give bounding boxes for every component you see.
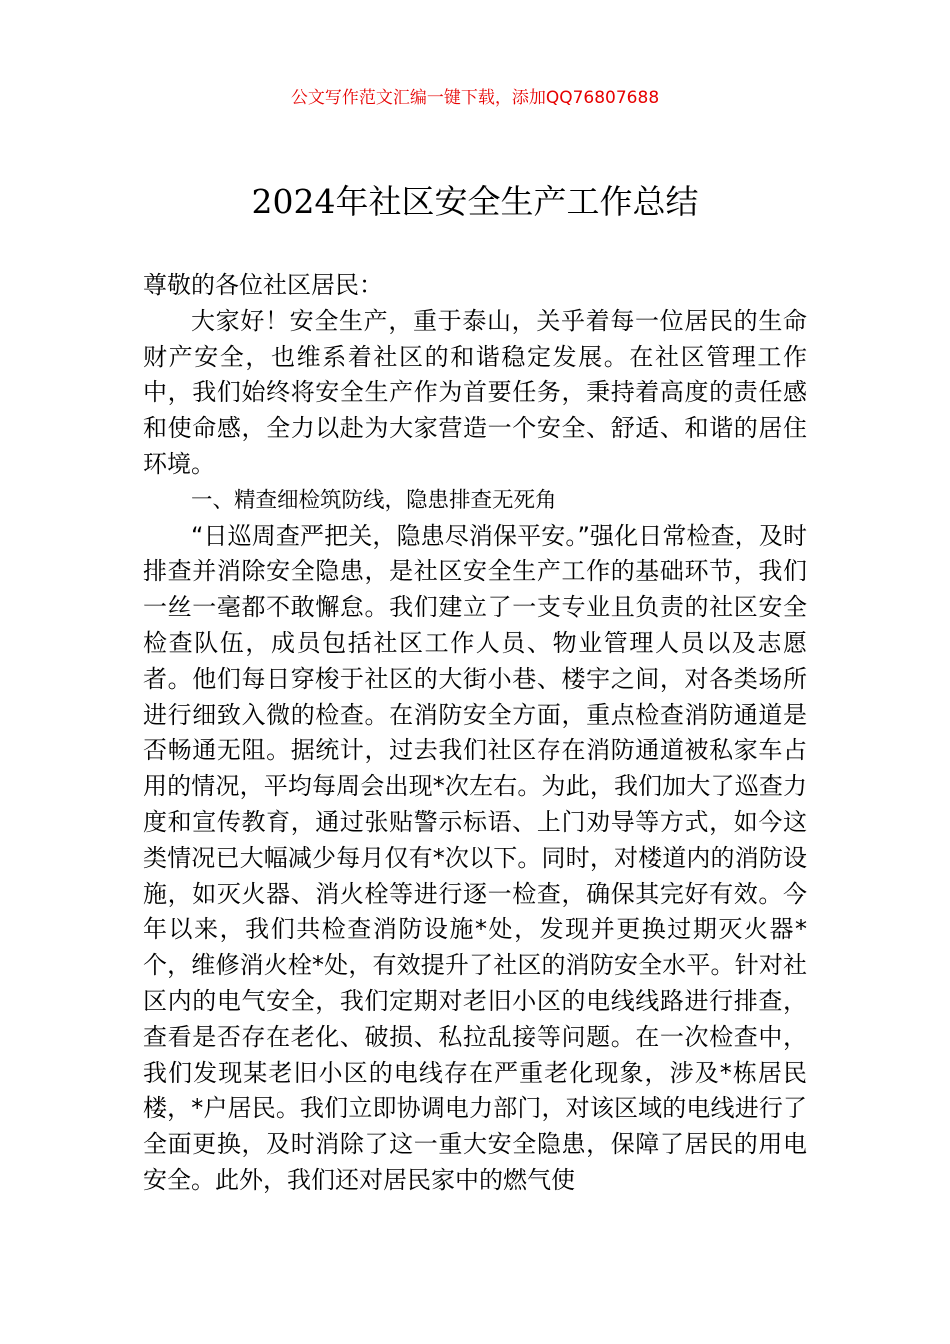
document-body [143, 268, 807, 1199]
paragraph-inspection: “日巡周查严把关，隐患尽消保平安。”强化日常检查，及时排查并消除安全隐患，是社区安全生产工作的基础环节，我们一丝一毫都不敢懈怠。我们建立了一支专业且负责的社区安全检查队伍，成员包括社区工作人员、物业管理人员以及志愿者。他们每日穿梭于社区的大街小巷、楼宇之间，对各类场所进行细致入微的检查。在消防安全方面，重点检查消防通道是否畅通无阻。据统计，过去我们社区存在消防通道被私家车占用的情况，平均每周会出现*次左右。为此，我们加大了巡查力度和宣传教育，通过张贴警示标语、上门劝导等方式，如今这类情况已大幅减少每月仅有*次以下。同时，对楼道内的消防设施，如灭火器、消火栓等进行逐一检查，确保其完好有效。今年以来，我们共检查消防设施*处，发现并更换过期灭火器*个，维修消火栓*处，有效提升了社区的消防安全水平。针对社区内的电气安全，我们定期对老旧小区的电线线路进行排查，查看是否存在老化、破损、私拉乱接等问题。在一次检查中，我们发现某老旧小区的电线存在严重老化现象，涉及*栋居民楼，*户居民。我们立即协调电力部门，对该区域的电线进行了全面更换，及时消除了这一重大安全隐患，保障了居民的用电安全。此外，我们还对居民家中的燃气使 [143, 521, 807, 1194]
paragraph-intro: 大家好！安全生产，重于泰山，关乎着每一位居民的生命财产安全，也维系着社区的和谐稳定发展。在社区管理工作中，我们始终将安全生产作为首要任务，秉持着高度的责任感和使命感，全力以赴为大家营造一个安全、舒适、和谐的居住环境。 [143, 306, 807, 478]
salutation: 尊敬的各位社区居民： [143, 271, 383, 299]
download-banner: 公文写作范文汇编一键下载，添加QQ76807688 [290, 88, 660, 108]
section-heading: 一、精查细检筑防线，隐患排查无死角 [191, 487, 557, 513]
document-title: 2024年社区安全生产工作总结 [251, 182, 699, 221]
